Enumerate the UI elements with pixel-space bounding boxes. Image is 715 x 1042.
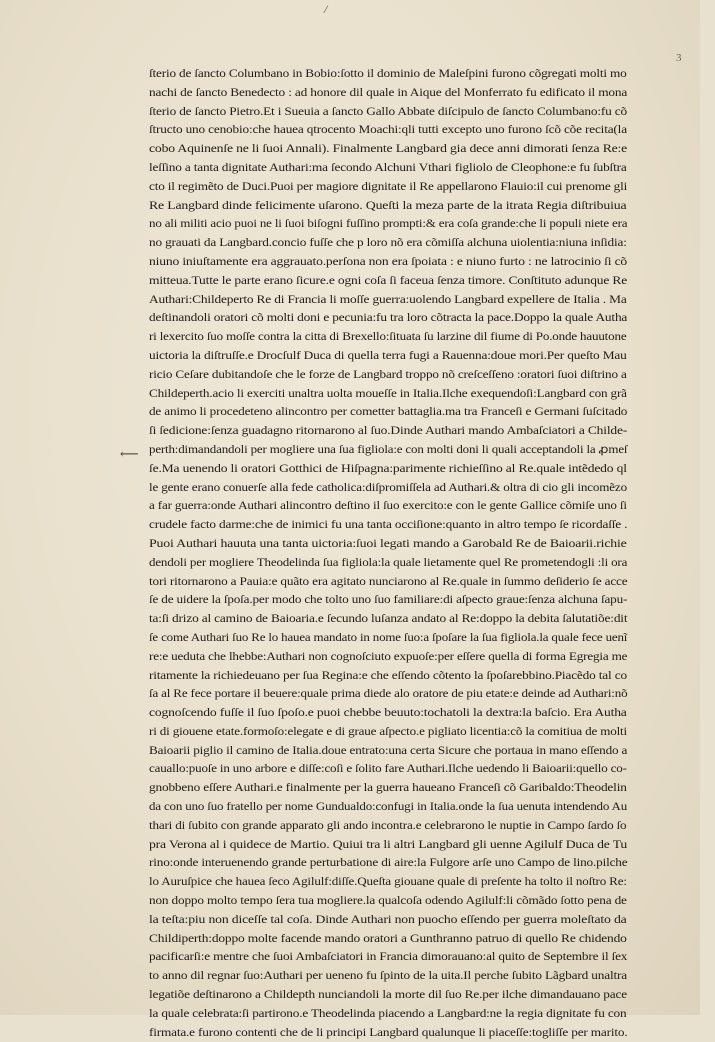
text-line: ſe de uidere la ſpoſa.per modo che tolto uno ſuo familiare:di aſpecto graue:ſenza alchuna ſapu- [149,593,628,607]
text-line: Puoi Authari hauuta una tanta uictoria:ſuoi legati mando a Garobald Re de Baioarii.richie [149,536,627,550]
text-line: deſtinandoli oratori cõ molti doni e pecunia:fu tra loro cõtracta la pace.Doppo la quale Autha [149,311,628,325]
text-line: ſi ſedicione:ſenza guadagno ritornarono al ſuo.Dinde Authari mando Ambaſciatori a Childe- [149,424,628,438]
folio-number: 3 [676,52,682,64]
text-line: legatiõe deſtinarono a Childepth nunciandoli la morte dil ſuo Re.per ilche dimandauano pace [149,988,627,1002]
text-line: nachi de ſancto Benedecto : ad honore dil quale in Aique del Monferrato fu edificato il mona [149,85,628,99]
text-line: cto il regimẽto de Duci.Puoi per magiore dignitate il Re appellarono Flauio:il cui prenome gli [149,179,628,193]
text-line: niuno iniuſtamente era aggrauato.perſona non era ſpoiata : e niuno furto : ne latrocinio ſi cõ [149,254,628,268]
text-line: no grauati da Langbard.concio fuſſe che p loro nõ era cõmiſſa alchuna uiolentia:niuna inſidia: [149,236,627,250]
margin-manicule-mark: ⟵ [120,446,139,461]
text-line: no ali militi acio puoi ne li ſuoi biſogni fuſſino prompti:& era coſa grande:che li populi niete era [149,217,628,231]
text-line: pacificarſi:e mentre che ſuoi Ambaſciatori in Francia dimorauano:al quito de Septembre il ſex [149,950,628,964]
text-line: ri lexercito ſuo moſſe contra la citta di Brexello:ſituata ſu larzine dil fiume di Po.onde hauutone [149,330,627,344]
text-line: ſtructo uno cenobio:che hauea qtrocento Moachi:qli tutti excepto uno furono ſcõ cõe recita(la [149,123,627,137]
text-line: Authari:Childeperto Re di Francia li moſſe guerra:uolendo Langbard expellere de Italia . Ma [149,292,627,306]
text-line: dendoli per mogliere Theodelinda ſua figliola:la quale lietamente quel Re prometendogli :li ora [149,555,628,569]
text-line: ri di giouene etate.formoſo:elegate e di graue aſpecto.e pigliato licentia:cõ la comitiua de molti [149,724,627,738]
text-line: Childeperth.acio li exerciti unaltra uolta moueſſe in Italia.Ilche exequendoſi:Langbard con grã [149,386,627,400]
text-line: ſterio de ſancto Columbano in Bobio:ſotto il dominio de Maleſpini furono cõgregati molti mo [149,67,627,80]
text-line: la teſta:piu non diceſſe tal coſa. Dinde Authari non puocho eſſendo per guerra moleſtato da [149,912,627,926]
text-line: le gente erano conuerſe alla fede catholica:diſpromiſſela ad Authari.& oltra di cio gli incomẽzo [149,480,627,494]
text-line: ſe come Authari ſuo Re lo hauea mandato in nome ſuo:a ſpoſare la ſua figliola.la quale fece uenĩ [149,630,628,644]
text-line: la quale celebrata:ſi partirono.e Theodelinda piacendo a Langbard:ne la regia dignitate fu con [149,1006,627,1020]
text-line: mitteua.Tutte le parte erano ſicure.e ogni coſa ſi faceua ſenza timore. Conſtituto adunque Re [149,273,628,287]
text-line: Childiperth:doppo molte facende mando oratori a Gunthranno patruo di quello Re chidendo [149,931,627,945]
text-line: thari di ſubito con grande apparato gli ando incontra.e celebrarono le nuptie in Campo ſardo ſo [149,818,627,832]
text-line: pra Verona al i quidece de Martio. Quiui tra li altri Langbard gli uenne Agilulf Duca de Tu [149,837,628,851]
text-line: gnobbeno eſſere Authari.e finalmente per la guerra haueano Franceſi cõ Garibaldo:Theodelin [149,781,627,795]
text-line: de animo li procedeteno alincontro per cometter battaglia.ma tra Franceſi e Germani ſuſcitado [149,405,628,419]
text-line: firmata.e furono contenti che de li principi Langbard qualunque li piaceſſe:togliſſe per marito. [149,1025,628,1039]
text-line: lo Auruſpice che hauea ſeco Agilulf:diſſe.Queſta giouane quale di preſente ha tolto il noſtro Re: [149,875,627,889]
text-line: re:e ueduta che lhebbe:Authari non cognoſciuto expuoſe:per eſſere quella di forma Egregia me [149,649,628,663]
text-line: tori ritornarono a Pauia:e quãto era agitato nunciarono al Re.quale in ſummo deſiderio ſe acce [149,574,628,588]
text-line: ſa al Re fece portare il beuere:quale prima diede alo oratore de piu etate:e deinde ad Authari:nõ [149,687,628,701]
text-line: ſe.Ma uenendo li oratori Gotthici de Hiſpagna:parimente richieſſino al Re.quale intẽdedo ql [149,461,627,475]
text-line: ritamente la richiedeuano per ſua Regina:e che eſſendo cõtento la ſpoſarebbino.Piacẽdo tal co [149,668,627,682]
text-line: da con uno ſuo fratello per nome Gundualdo:confugi in Italia.onde la ſua uenuta intendendo Au [149,800,628,814]
text-column [149,65,627,1042]
text-line: uictoria la diſtruſſe.e Drocſulf Duca di quella terra fugi a Rauenna:doue mori.Per queſto Mau [149,348,627,362]
text-line: a far guerra:onde Authari alincontro deſtino il ſuo exercito:e con le gente Gallice cõmiſe uno ſi [149,499,627,513]
text-line: cauallo:puoſe in uno arbore e diſſe:coſi e ſolito fare Authari.Ilche uedendo li Baioarii:quello co- [149,762,627,776]
text-line: ricio Ceſare dubitandoſe che le forze de Langbard troppo nõ creſceſſeno :oratori ſuoi diſtrino a [149,367,627,381]
text-line: ſterio de ſancto Pietro.Et i Sueuia a ſancto Gallo Abbate diſcipulo de ſancto Columbano:fu cõ [149,104,627,118]
top-mark: / [324,2,328,16]
text-line: rino:onde interuenendo grande perturbatione di aire:la Fulgore arſe uno Campo de lino.pilche [149,856,628,870]
text-line: cognoſcendo fuſſe il ſuo ſpoſo.e puoi chebbe beuuto:tochatoli la dextra:la baſcio. Era Autha [149,706,627,720]
text-line: Baioarii piglio il camino de Italia.doue entrato:una certa Sicure che portaua in mano eſſendo a [149,743,628,757]
text-line: leſſino a tanta dignitate Authari:ma ſecondo Alchuni Vthari figliolo de Cleophone:e fu ſubſtra [149,160,627,174]
text-line: non doppo molto tempo ſera tua mogliere.la qualcoſa odendo Agilulf:li cõmãdo ſotto pena de [149,894,627,908]
text-line: Re Langbard dinde felicimente uſarono. Queſti la meza parte de la itrata Regia diſtribuiua [149,198,627,212]
text-line: crudele facto darme:che de inimici fu una tanta occiſione:quanto in altro tempo ſe ricordaſſe . [149,518,628,532]
text-line: perth:dimandandoli per mogliere una ſua figliola:e con molti doni li quali acceptandoli la ꝓmeſ [149,442,628,456]
text-line: cobo Aquinenſe ne li ſuoi Annali). Finalmente Langbard gia dece anni dimorati ſenza Re:e [149,142,628,156]
text-line: ta:ſi drizo al camino de Baioaria.e ſecundo luſanza andato al Re:doppo la debita ſalutatiõe:dit [149,612,628,626]
text-line: to anno dil regnar ſuo:Authari per ueneno fu ſpinto de la uita.Il perche ſubito Lãgbard unaltra [149,969,627,983]
